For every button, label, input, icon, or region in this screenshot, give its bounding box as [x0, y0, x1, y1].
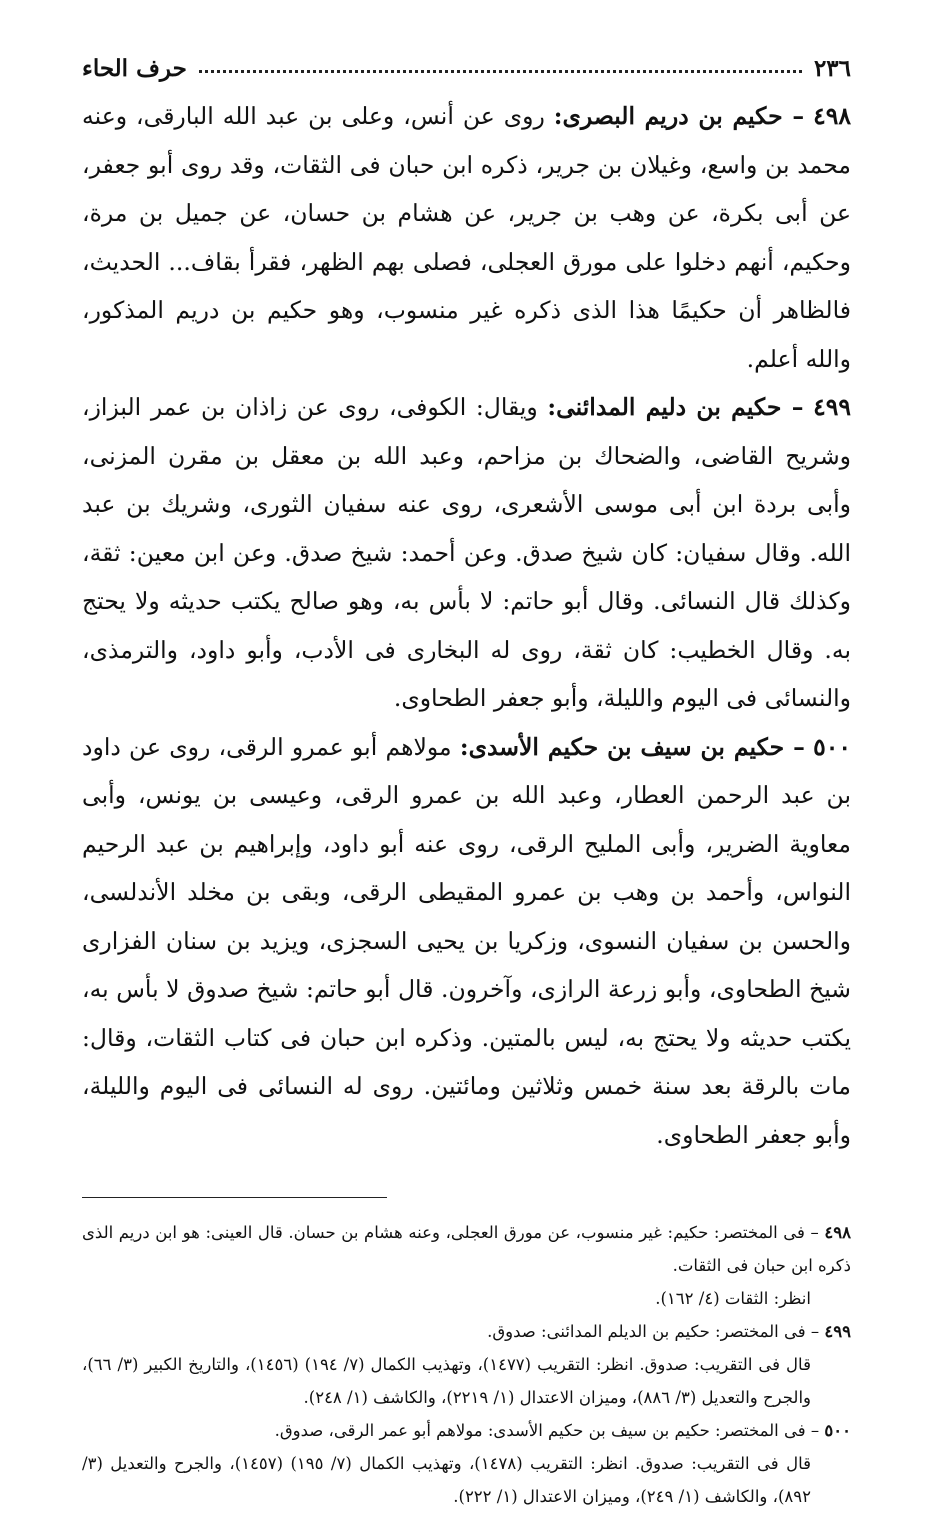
entry-name: حكيم بن سيف بن حكيم الأسدى:: [459, 732, 785, 761]
footnote-number: ٤٩٩: [824, 1322, 851, 1341]
entry-number: ٤٩٨: [813, 102, 851, 130]
footnote-reference: [82, 1447, 851, 1513]
entry-text: مولاهم أبو عمرو الرقى، روى عن داود بن عبد الرحمن العطار، وعبد الله بن عمرو الرقى، وعيسى بن يونس، وأبى معاوية الضرير، وأبى المليح الرقى، روى عنه أبو داود، وإبراهيم بن عبد الرحيم النواس، وأحمد بن وهب بن عمرو المقيطى الرقى، وبقى بن مخلد الأندلسى، والحسن بن سفيان النسوى، وزكريا بن يحيى السجزى، ويزيد بن سنان الفزارى شيخ الطحاوى، وأبو زرعة الرازى، وآخرون. قال أبو حاتم: شيخ صدوق لا بأس به، يكتب حديثه ولا يحتج به، ليس بالمتين. وذكره ابن حبان فى كتاب الثقات، وقال: مات بالرقة بعد سنة خمس وثلاثين ومائتين. روى له النسائى فى اليوم والليلة، وأبو جعفر الطحاوى.: [82, 732, 851, 1149]
chapter-title: حرف الحاء: [82, 54, 187, 82]
footnote-499: ٤٩٩ – فى المختصر: حكيم بن الديلم المدائنى: صدوق.: [487, 1322, 851, 1341]
page-header: [82, 50, 851, 86]
footnote-text: قال فى التقريب: صدوق. انظر: التقريب (١٤٧٧)، وتهذيب الكمال (٧/ ١٩٤) (١٤٥٦)، والتاريخ الكبير (٣/ ٦٦)، والجرح والتعديل (٣/ ٨٨٦)، وميزان الاعتدال (١/ ٢٢١٩)، والكاشف (١/ ٢٤٨).: [82, 1355, 811, 1407]
entry-number: ٤٩٩: [813, 393, 851, 421]
footnote-500: ٥٠٠ – فى المختصر: حكيم بن سيف بن حكيم الأسدى: مولاهم أبو عمر الرقى، صدوق.: [274, 1421, 851, 1440]
footnote-separator: [82, 1197, 387, 1198]
main-text: [82, 92, 851, 1159]
entry-number: ٥٠٠: [813, 732, 851, 761]
entry-text: ويقال: الكوفى، روى عن زاذان بن عمر البزاز، وشريح القاضى، والضحاك بن مزاحم، وعبد الله بن معقل بن مقرن المزنى، وأبى بردة ابن أبى موسى الأشعرى، روى عنه سفيان الثورى، وشريك بن عبد الله. وقال سفيان: كان شيخ صدق. وعن أحمد: شيخ صدق. وعن ابن معين: ثقة، وكذلك قال النسائى. وقال أبو حاتم: لا بأس به، وهو صالح يكتب حديثه ولا يحتج به. وقال الخطيب: كان ثقة، روى له البخارى فى الأدب، وأبو داود، والترمذى، والنسائى فى اليوم والليلة، وأبو جعفر الطحاوى.: [82, 393, 851, 712]
footnote-498: ٤٩٨ – فى المختصر: حكيم: غير منسوب، عن مورق العجلى، وعنه هشام بن حسان. قال العينى: هو ابن دريم الذى ذكره ابن حبان فى الثقات.: [82, 1223, 851, 1275]
entry-499: ٤٩٩ – حكيم بن دليم المدائنى: ويقال: الكوفى، روى عن زاذان بن عمر البزاز، وشريح القاضى، والضحاك بن مزاحم، وعبد الله بن معقل بن مقرن المزنى، وأبى بردة ابن أبى موسى الأشعرى، روى عنه سفيان الثورى، وشريك بن عبد الله. وقال سفيان: كان شيخ صدق. وعن أحمد: شيخ صدق. وعن ابن معين: ثقة، وكذلك قال النسائى. وقال أبو حاتم: لا بأس به، وهو صالح يكتب حديثه ولا يحتج به. وقال الخطيب: كان ثقة، روى له البخارى فى الأدب، وأبو داود، والترمذى، والنسائى فى اليوم والليلة، وأبو جعفر الطحاوى.: [82, 393, 851, 712]
entry-text: روى عن أنس، وعلى بن عبد الله البارقى، وعنه محمد بن واسع، وغيلان بن جرير، ذكره ابن حبان فى الثقات، وقد روى أبو جعفر، عن أبى بكرة، عن وهب بن جرير، عن هشام بن حسان، عن جميل بن مرة، وحكيم، أنهم دخلوا على مورق العجلى، فصلى بهم الظهر، فقرأ بقاف... الحديث، فالظاهر أن حكيمًا هذا الذى ذكره غير منسوب، وهو حكيم بن دريم المذكور، والله أعلم.: [82, 102, 851, 373]
footnote-number: ٤٩٨: [824, 1223, 851, 1242]
footnote-text: فى المختصر: حكيم بن الديلم المدائنى: صدوق.: [487, 1322, 806, 1341]
header-dotted-leader: [199, 70, 802, 73]
entry-498: ٤٩٨ – حكيم بن دريم البصرى: روى عن أنس، وعلى بن عبد الله البارقى، وعنه محمد بن واسع، وغيلان بن جرير، ذكره ابن حبان فى الثقات، وقد روى أبو جعفر، عن أبى بكرة، عن وهب بن جرير، عن هشام بن حسان، عن جميل بن مرة، وحكيم، أنهم دخلوا على مورق العجلى، فصلى بهم الظهر، فقرأ بقاف... الحديث، فالظاهر أن حكيمًا هذا الذى ذكره غير منسوب، وهو حكيم بن دريم المذكور، والله أعلم.: [82, 102, 851, 373]
footnotes: [82, 1216, 851, 1513]
entry-500: ٥٠٠ – حكيم بن سيف بن حكيم الأسدى: مولاهم أبو عمرو الرقى، روى عن داود بن عبد الرحمن العطار، وعبد الله بن عمرو الرقى، وعيسى بن يونس، وأبى معاوية الضرير، وأبى المليح الرقى، روى عنه أبو داود، وإبراهيم بن عبد الرحيم النواس، وأحمد بن وهب بن عمرو المقيطى الرقى، وبقى بن مخلد الأندلسى، والحسن بن سفيان النسوى، وزكريا بن يحيى السجزى، ويزيد بن سنان الفزارى شيخ الطحاوى، وأبو زرعة الرازى، وآخرون. قال أبو حاتم: شيخ صدوق لا بأس به، يكتب حديثه ولا يحتج به، ليس بالمتين. وذكره ابن حبان فى كتاب الثقات، وقال: مات بالرقة بعد سنة خمس وثلاثين ومائتين. روى له النسائى فى اليوم والليلة، وأبو جعفر الطحاوى.: [82, 732, 851, 1149]
footnote-text: فى المختصر: حكيم بن سيف بن حكيم الأسدى: مولاهم أبو عمر الرقى، صدوق.: [274, 1421, 806, 1440]
page-number: ٢٣٦: [813, 54, 851, 82]
entry-name: حكيم بن دليم المدائنى:: [547, 393, 782, 421]
footnote-number: ٥٠٠: [824, 1421, 851, 1440]
footnote-text: انظر: الثقات (٤/ ١٦٢).: [655, 1289, 811, 1308]
entry-name: حكيم بن دريم البصرى:: [553, 102, 783, 130]
footnote-text: فى المختصر: حكيم: غير منسوب، عن مورق العجلى، وعنه هشام بن حسان. قال العينى: هو ابن دريم الذى ذكره ابن حبان فى الثقات.: [82, 1223, 851, 1275]
footnote-reference: [82, 1282, 851, 1315]
footnote-text: قال فى التقريب: صدوق. انظر: التقريب (١٤٧٨)، وتهذيب الكمال (٧/ ١٩٥) (١٤٥٧)، والجرح والتعديل (٣/ ٨٩٢)، والكاشف (١/ ٢٤٩)، وميزان الاعتدال (١/ ٢٢٢).: [82, 1454, 811, 1506]
